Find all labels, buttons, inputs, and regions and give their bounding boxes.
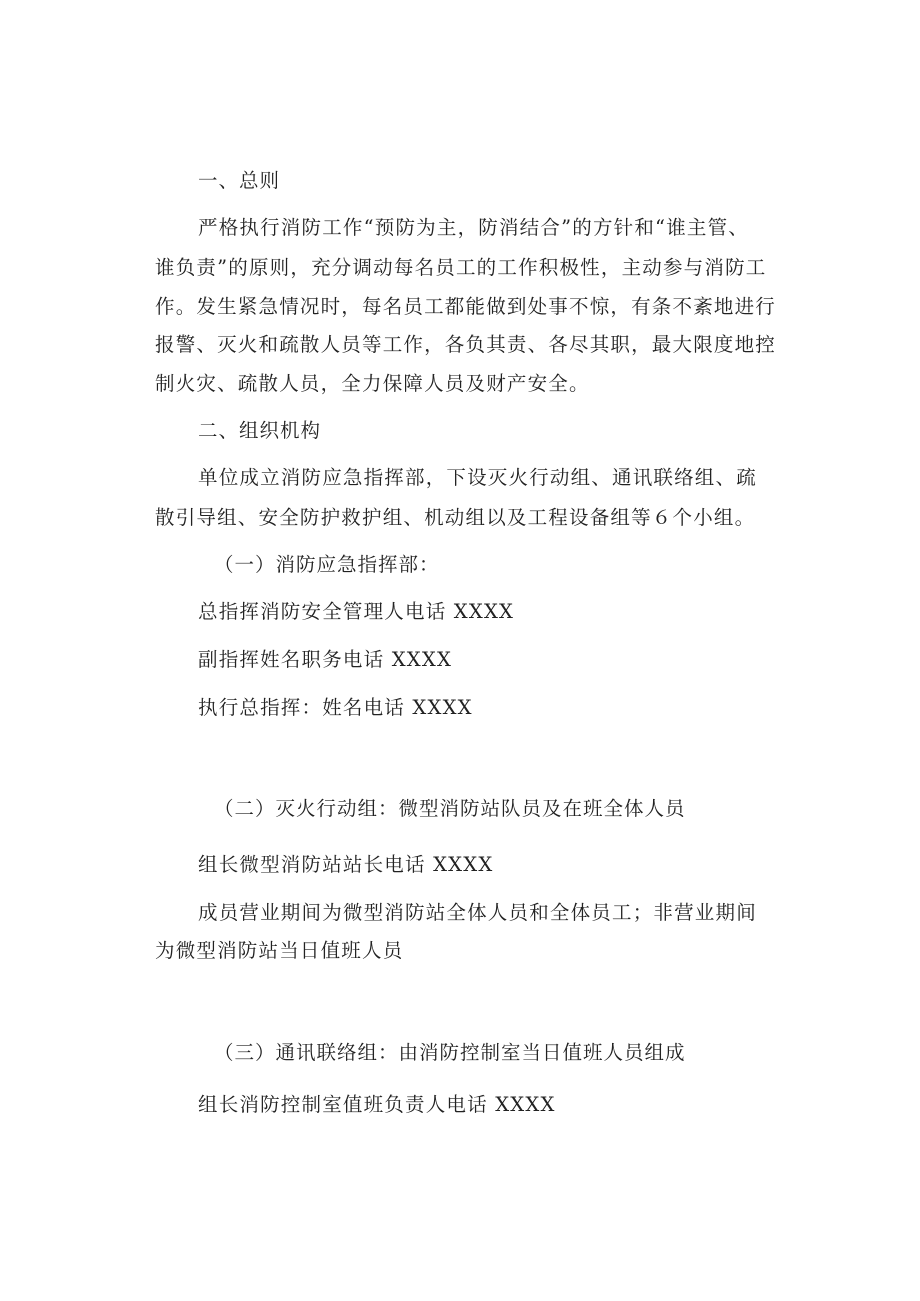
paragraph-line: 单位成立消防应急指挥部，下设灭火行动组、通讯联络组、疏 bbox=[198, 466, 757, 489]
paragraph-line: 散引导组、安全防护救护组、机动组以及工程设备组等６个小组。 bbox=[155, 506, 756, 529]
subsection-heading-firefighting: （二）灭火行动组：微型消防站队员及在班全体人员 bbox=[214, 797, 686, 820]
paragraph-line: 作。发生紧急情况时，每名员工都能做到处事不惊，有条不紊地进行 bbox=[155, 295, 777, 318]
paragraph-line: 报警、灭火和疏散人员等工作，各负其责、各尽其职，最大限度地控 bbox=[155, 333, 777, 356]
member-line: 总指挥消防安全管理人电话 XXXX bbox=[198, 600, 515, 623]
member-line: 成员营业期间为微型消防站全体人员和全体员工；非营业期间 bbox=[198, 901, 757, 924]
subsection-heading-communication: （三）通讯联络组：由消防控制室当日值班人员组成 bbox=[214, 1041, 686, 1064]
section-heading-organization: 二、组织机构 bbox=[198, 419, 322, 442]
paragraph-line: 制火灾、疏散人员，全力保障人员及财产安全。 bbox=[155, 372, 590, 395]
member-line: 组长消防控制室值班负责人电话 XXXX bbox=[198, 1093, 556, 1116]
member-line: 执行总指挥：姓名电话 XXXX bbox=[198, 696, 473, 719]
paragraph-line: 谁负责”的原则，充分调动每名员工的工作积极性，主动参与消防工 bbox=[155, 256, 767, 279]
subsection-heading-command: （一）消防应急指挥部： bbox=[214, 553, 440, 576]
member-line: 组长微型消防站站长电话 XXXX bbox=[198, 853, 494, 876]
member-line: 为微型消防站当日值班人员 bbox=[155, 939, 404, 962]
paragraph-line: 严格执行消防工作“预防为主，防消结合”的方针和“谁主管、 bbox=[198, 216, 750, 239]
member-line: 副指挥姓名职务电话 XXXX bbox=[198, 648, 453, 671]
section-heading-general: 一、总则 bbox=[198, 169, 281, 192]
